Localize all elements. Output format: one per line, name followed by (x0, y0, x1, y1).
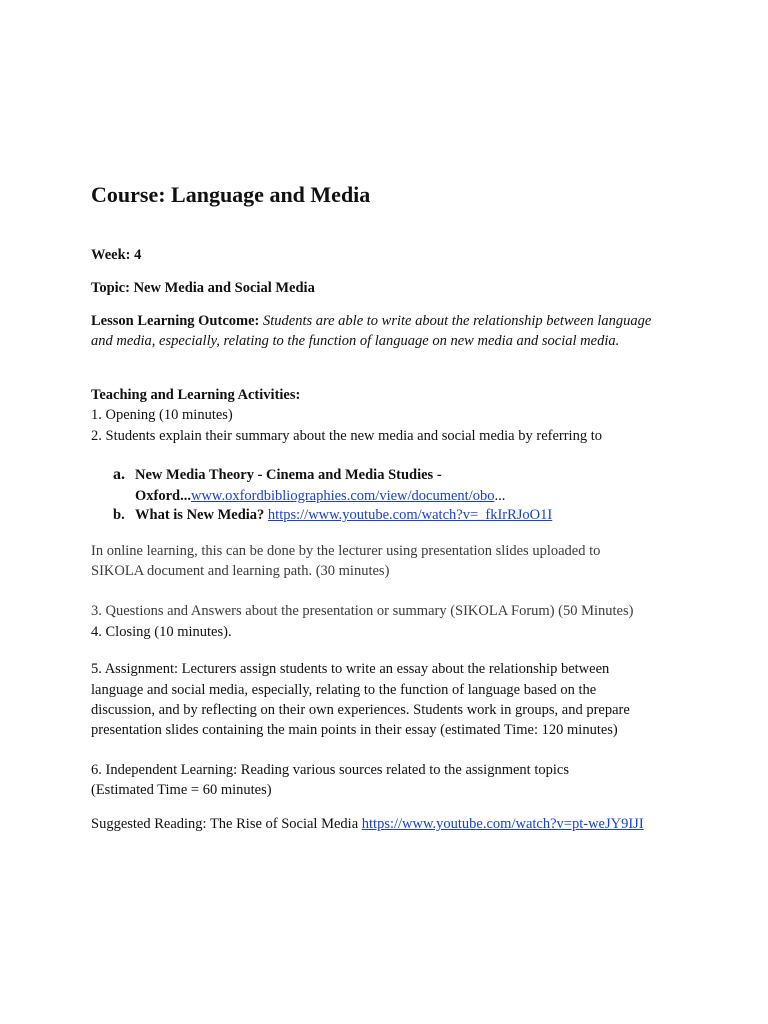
reference-a-title-line-2: Oxford... (135, 488, 191, 504)
learning-outcome-line-1 (91, 311, 651, 331)
assignment-line-2: language and social media, especially, relating to the function of language based on the (91, 682, 597, 698)
assignment-line-4: presentation slides containing the main points in their essay (estimated Time: 120 minutes) (91, 722, 618, 738)
activity-explain-summary: 2. Students explain their summary about the new media and social media by referring to (91, 428, 602, 444)
learning-outcome-text: Students are able to write about the relationship between language (262, 313, 652, 329)
activity-closing: 4. Closing (10 minutes). (91, 624, 232, 640)
activity-questions-answers: 3. Questions and Answers about the presentation or summary (SIKOLA Forum) (50 Minutes) (91, 603, 634, 619)
reference-b-title: What is New Media? (135, 507, 265, 523)
learning-outcome-line-2: and media, especially, relating to the function of language on new media and social media. (91, 333, 620, 349)
reference-a-ellipsis: ... (494, 488, 506, 504)
reference-a-title-line-1: New Media Theory - Cinema and Media Studies - (135, 467, 442, 483)
assignment-line-1: 5. Assignment: Lecturers assign students to write an essay about the relationship between (91, 661, 610, 677)
online-learning-line-1: In online learning, this can be done by the lecturer using presentation slides uploaded to (91, 543, 601, 559)
learning-outcome-label: Lesson Learning Outcome: (91, 313, 260, 329)
activities-heading: Teaching and Learning Activities: (91, 387, 301, 403)
suggested-reading-label: Suggested Reading: The Rise of Social Media (91, 816, 359, 832)
online-learning-line-2: SIKOLA document and learning path. (30 minutes) (91, 563, 390, 579)
what-is-new-media-link[interactable]: https://www.youtube.com/watch?v=_fkIrRJoO1I (267, 507, 553, 523)
reference-item-b (113, 505, 552, 525)
oxford-bibliographies-link[interactable]: www.oxfordbibliographies.com/view/document/obo (190, 488, 495, 504)
rise-of-social-media-link[interactable]: https://www.youtube.com/watch?v=pt-weJY9IJI (361, 816, 644, 832)
independent-learning-line-2: (Estimated Time = 60 minutes) (91, 782, 272, 798)
course-title: Course: Language and Media (91, 182, 371, 207)
suggested-reading (91, 814, 644, 834)
list-marker-b: b. (113, 507, 125, 523)
independent-learning-line-1: 6. Independent Learning: Reading various sources related to the assignment topics (91, 762, 569, 778)
list-marker-a: a. (113, 466, 125, 483)
topic-label: Topic: New Media and Social Media (91, 280, 315, 296)
assignment-line-3: discussion, and by reflecting on their own experiences. Students work in groups, and prepare (91, 702, 630, 718)
activity-opening: 1. Opening (10 minutes) (91, 407, 233, 423)
reference-item-a (113, 465, 442, 485)
reference-item-a-line-2 (135, 486, 505, 506)
week-label: Week: 4 (91, 247, 142, 263)
